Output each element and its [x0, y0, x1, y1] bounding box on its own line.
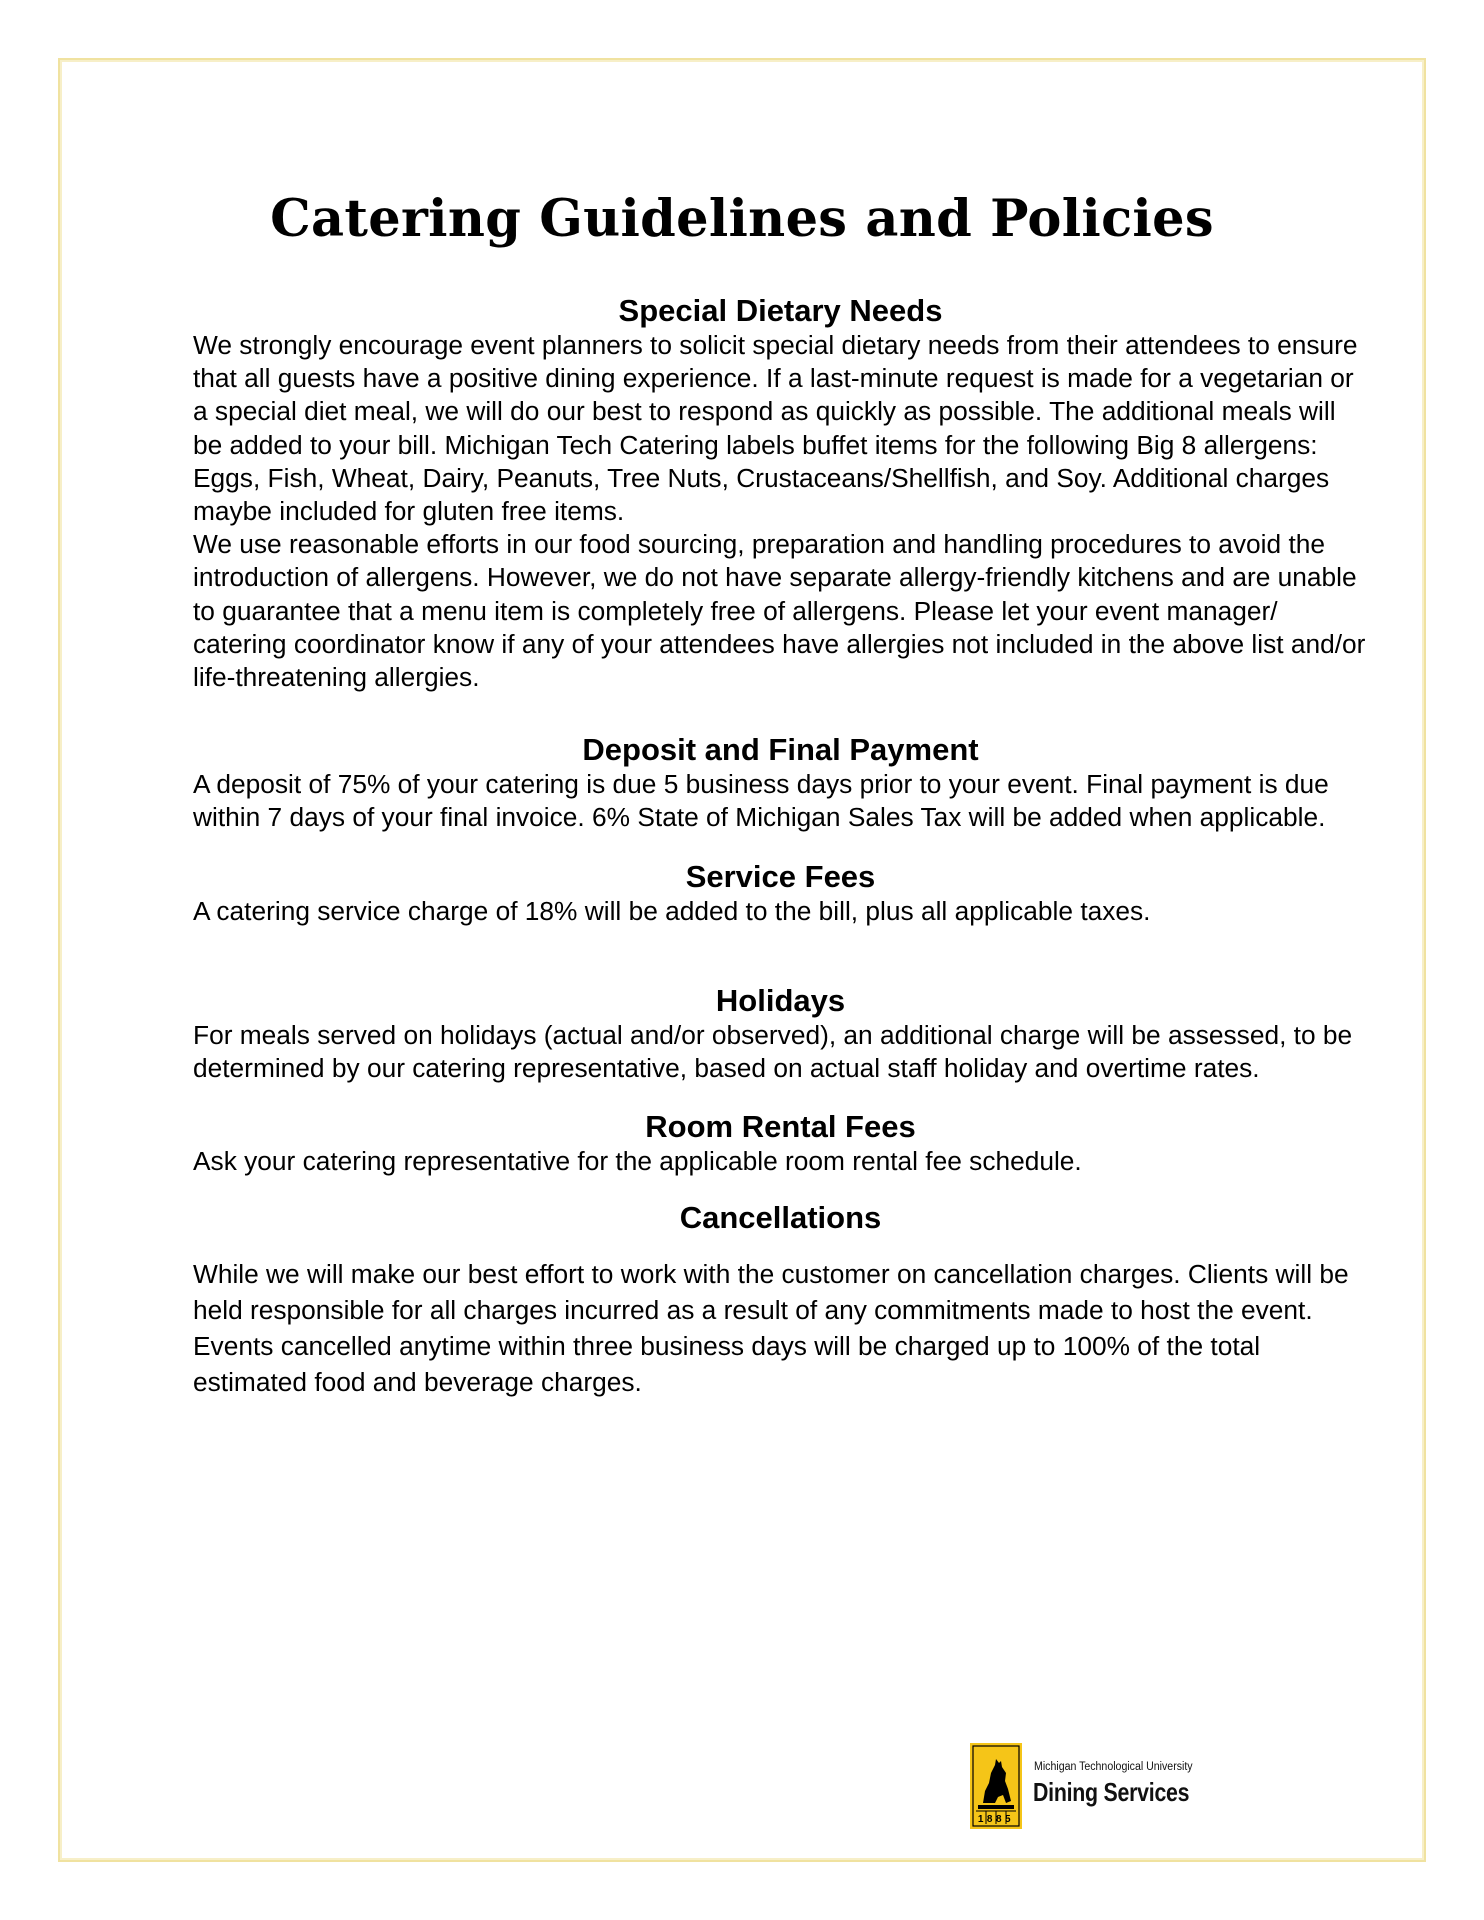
section-special-dietary-needs: [193, 293, 1368, 694]
section-paragraph: Ask your catering representative for the applicable room rental fee schedule.: [193, 1146, 1082, 1177]
section-room-rental-fees: [193, 1109, 1368, 1178]
section-deposit-and-final-payment: [193, 732, 1368, 834]
logo-university-name: Michigan Technological University: [1034, 1761, 1193, 1773]
section-service-fees: [193, 859, 1368, 928]
section-paragraph: We strongly encourage event planners to solicit special dietary needs from their attendees to ensure that all guests have a positive dining experience. If a last-minute request is made for a vegetarian or a special diet meal, we will do our best to respond as quickly as possible. The additional meals will be added to your bill. Michigan Tech Catering labels buffet items for the following Big 8 allergens: Eggs, Fish, Wheat, Dairy, Peanuts, Tree Nuts, Crustaceans/Shellfish, and Soy. Additional charges maybe included for gluten free items.: [193, 330, 1358, 527]
section-paragraph: A deposit of 75% of your catering is due 5 business days prior to your event. Final payment is due within 7 days of your final invoice. 6% State of Michigan Sales Tax will be added when applicable.: [193, 769, 1329, 833]
section-heading: Cancellations: [679, 1200, 882, 1236]
section-heading: Room Rental Fees: [645, 1109, 916, 1145]
section-paragraph: A catering service charge of 18% will be added to the bill, plus all applicable taxes.: [193, 895, 1151, 926]
section-heading: Special Dietary Needs: [618, 293, 943, 328]
section-cancellations: [193, 1200, 1368, 1400]
section-paragraph: While we will make our best effort to work with the customer on cancellation charges. Clients will be held responsible for all charges incurred as a result of any commitments made to host the event. Events cancelled anytime within three business days will be charged up to 100% of the total estimated food and beverage charges.: [193, 1259, 1349, 1398]
page-title: Catering Guidelines and Policies: [270, 189, 1214, 250]
husky-logo-icon: [970, 1743, 1022, 1829]
section-heading: Deposit and Final Payment: [582, 732, 979, 768]
document-body: [193, 293, 1368, 1400]
section-holidays: [193, 983, 1368, 1085]
section-heading: Holidays: [715, 982, 846, 1018]
section-paragraph: We use reasonable efforts in our food sourcing, preparation and handling procedures to avoid the introduction of allergens. However, we do not have separate allergy-friendly kitchens and are unable to guarantee that a menu item is completely free of allergens. Please let your event manager/ catering coordinator know if any of your attendees have allergies not included in the above list and/or life-threatening allergies.: [193, 529, 1366, 693]
logo-year: 1885: [977, 1814, 1015, 1825]
logo-department-name: Dining Services: [1033, 1777, 1190, 1807]
section-heading: Service Fees: [685, 858, 876, 894]
dining-services-logo: [970, 1743, 1220, 1829]
section-paragraph: For meals served on holidays (actual and/or observed), an additional charge will be assessed, to be determined by our catering representative, based on actual staff holiday and overtime rates.: [193, 1019, 1353, 1084]
